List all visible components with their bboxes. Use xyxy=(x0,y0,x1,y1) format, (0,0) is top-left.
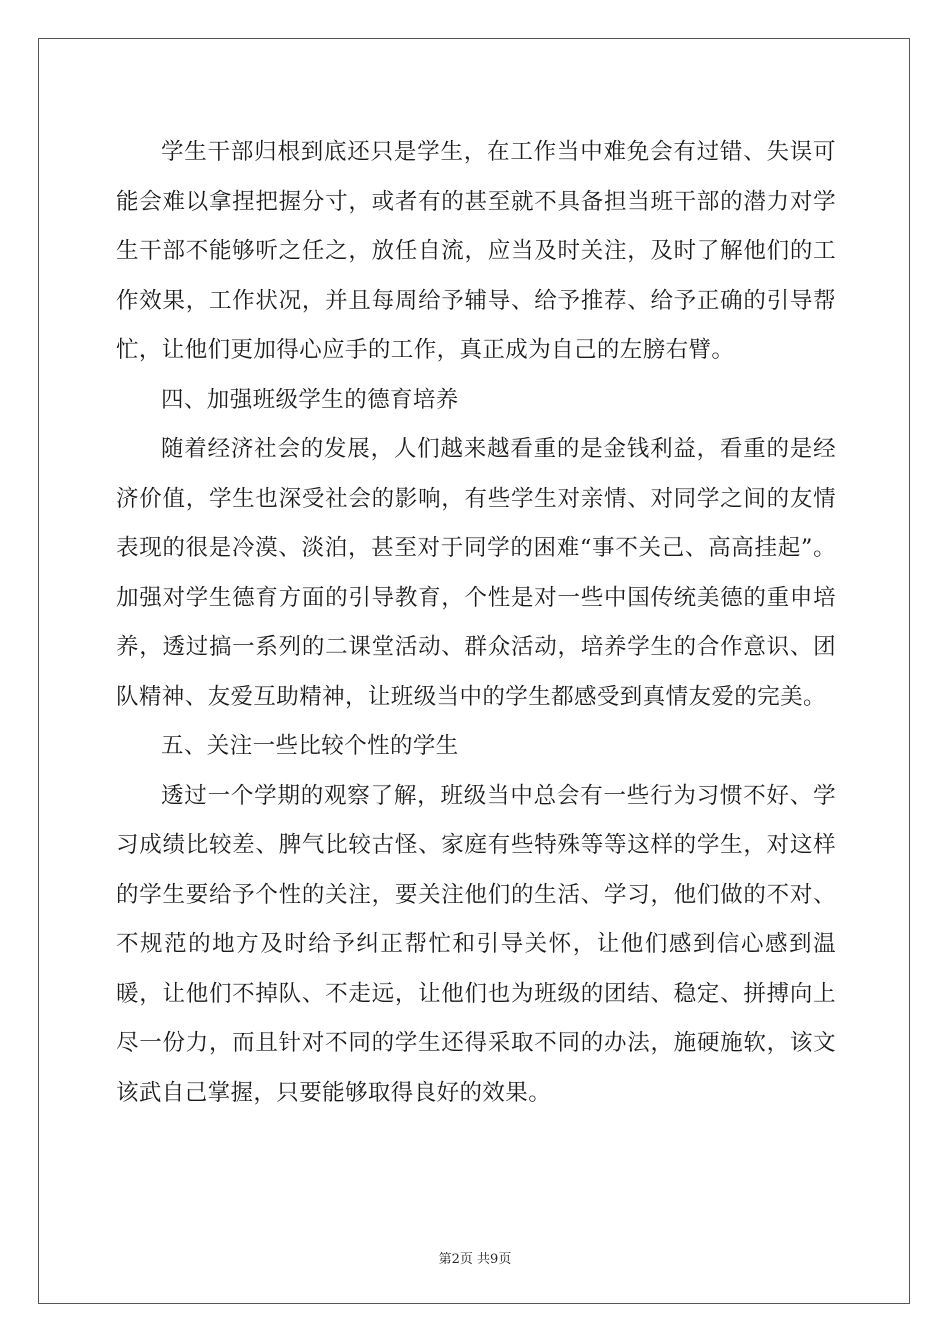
paragraph-student-leaders: 学生干部归根到底还只是学生，在工作当中难免会有过错、失误可能会难以拿捏把握分寸，或者有的甚至就不具备担当班干部的潜力对学生干部不能够听之任之，放任自流，应当及时关注，及时了解他们的工作效果，工作状况，并且每周给予辅导、给予推荐、给予正确的引导帮忙，让他们更加得心应手的工作，真正成为自己的左膀右臂。 xyxy=(116,139,836,363)
heading-moral-education: 四、加强班级学生的德育培养 xyxy=(161,386,459,413)
paragraph-moral-education: 随着经济社会的发展，人们越来越看重的是金钱利益，看重的是经济价值，学生也深受社会的影响，有些学生对亲情、对同学之间的友情表现的很是冷漠、淡泊，甚至对于同学的困难“事不关己、高高挂起”。加强对学生德育方面的引导教育，个性是对一些中国传统美德的重申培养，透过搞一系列的二课堂活动、群众活动，培养学生的合作意识、团队精神、友爱互助精神，让班级当中的学生都感受到真情友爱的完美。 xyxy=(116,436,836,710)
paragraph-special-students: 透过一个学期的观察了解，班级当中总会有一些行为习惯不好、学习成绩比较差、脾气比较古怪、家庭有些特殊等等这样的学生，对这样的学生要给予个性的关注，要关注他们的生活、学习，他们做的不对、不规范的地方及时给予纠正帮忙和引导关怀，让他们感到信心感到温暖，让他们不掉队、不走远，让他们也为班级的团结、稳定、拼搏向上尽一份力，而且针对不同的学生还得采取不同的办法，施硬施软，该文该武自己掌握，只要能够取得良好的效果。 xyxy=(116,782,836,1106)
heading-special-students: 五、关注一些比较个性的学生 xyxy=(161,733,459,759)
document-body xyxy=(116,128,836,1118)
page-number: 第2页 共9页 xyxy=(438,1252,512,1267)
